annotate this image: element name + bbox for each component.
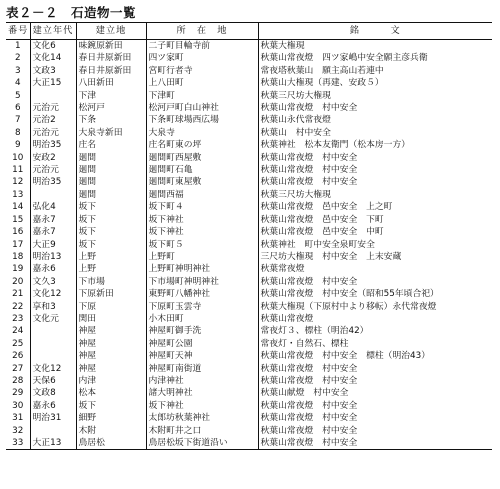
cell-inscription: 秋葉山常夜燈 四ツ家嶋中安全願主彦兵衛 [258, 52, 492, 64]
header-founding-place: 建立地 [76, 23, 146, 40]
cell-era: 元治2 [30, 114, 76, 126]
cell-location: 下条町球場西広場 [146, 114, 258, 126]
cell-era [30, 189, 76, 201]
table-row [6, 288, 492, 300]
cell-inscription: 常夜灯３、標柱（明治42） [258, 325, 492, 337]
cell-inscription: 秋葉山常夜燈 邑中安全 上之町 [258, 201, 492, 213]
cell-founding-place: 神屋 [76, 325, 146, 337]
table-row [6, 301, 492, 313]
cell-location: 上野町 [146, 251, 258, 263]
cell-era: 文化12 [30, 363, 76, 375]
table-row [6, 226, 492, 238]
table-row [6, 263, 492, 275]
cell-era: 嘉永6 [30, 400, 76, 412]
table-row [6, 437, 492, 450]
cell-number: 12 [12, 177, 24, 188]
cell-number: 13 [12, 189, 24, 200]
cell-era: 嘉永7 [30, 214, 76, 226]
table-row [6, 325, 492, 337]
cell-founding-place: 坂下 [76, 239, 146, 251]
cell-location: 坂下町５ [146, 239, 258, 251]
cell-number: 16 [12, 227, 24, 238]
cell-founding-place: 神屋 [76, 363, 146, 375]
cell-founding-place: 木附 [76, 425, 146, 437]
cell-number: 20 [12, 276, 24, 287]
cell-number: 30 [12, 400, 24, 411]
cell-inscription: 秋葉山常夜燈 村中安全 [258, 164, 492, 176]
cell-inscription: 秋葉山常夜燈 村中安全 [258, 152, 492, 164]
cell-inscription: 秋葉山常夜燈 村中安全 [258, 375, 492, 387]
cell-number: 6 [14, 103, 21, 114]
cell-location: 内津神社 [146, 375, 258, 387]
table-row [6, 189, 492, 201]
cell-number: 27 [12, 363, 24, 374]
cell-number: 15 [12, 214, 24, 225]
cell-era: 弘化4 [30, 201, 76, 213]
table-row [6, 412, 492, 424]
table-row [6, 400, 492, 412]
cell-location: 松河戸町白山神社 [146, 102, 258, 114]
cell-number: 17 [12, 239, 24, 250]
cell-inscription: 秋葉山常夜燈 村中安全 [258, 176, 492, 188]
header-era: 建立年代 [30, 23, 76, 40]
cell-founding-place: 坂下 [76, 201, 146, 213]
table-row [6, 201, 492, 213]
cell-founding-place: 坂下 [76, 400, 146, 412]
cell-founding-place: 松河戸 [76, 102, 146, 114]
cell-era: 明治31 [30, 412, 76, 424]
cell-number: 5 [14, 90, 21, 101]
cell-inscription: 秋葉山常夜燈 村中安全 [258, 412, 492, 424]
cell-number: 19 [12, 264, 24, 275]
cell-location: 神屋町南街道 [146, 363, 258, 375]
cell-era: 元治元 [30, 164, 76, 176]
cell-era: 文政8 [30, 387, 76, 399]
cell-founding-place: 庄名 [76, 139, 146, 151]
header-inscription: 銘 文 [258, 23, 492, 40]
cell-inscription: 秋葉山常夜燈 村中安全 [258, 437, 492, 450]
cell-founding-place: 大泉寺新田 [76, 127, 146, 139]
cell-location: 庄名町東の坪 [146, 139, 258, 151]
cell-era: 天保6 [30, 375, 76, 387]
cell-location: 四ツ家町 [146, 52, 258, 64]
cell-founding-place: 八田新田 [76, 77, 146, 89]
cell-founding-place: 関田 [76, 313, 146, 325]
cell-location: 大泉寺 [146, 127, 258, 139]
table-header-row [6, 23, 492, 40]
cell-founding-place: 廻間 [76, 176, 146, 188]
cell-location: 廻間町石亀 [146, 164, 258, 176]
cell-location: 坂下神社 [146, 226, 258, 238]
cell-location: 木附町井之口 [146, 425, 258, 437]
cell-inscription: 秋葉山常夜燈 [258, 313, 492, 325]
cell-founding-place: 細野 [76, 412, 146, 424]
cell-era: 文政3 [30, 65, 76, 77]
cell-inscription: 秋葉三尺坊大権現 [258, 90, 492, 102]
cell-number: 23 [12, 313, 24, 324]
cell-era [30, 338, 76, 350]
cell-location: 太郎坊秋葉神社 [146, 412, 258, 424]
cell-location: 東野町八幡神社 [146, 288, 258, 300]
table-row [6, 176, 492, 188]
cell-inscription: 秋葉常夜燈 [258, 263, 492, 275]
cell-founding-place: 神屋 [76, 338, 146, 350]
table-row [6, 338, 492, 350]
table-row [6, 65, 492, 77]
cell-era: 安政2 [30, 152, 76, 164]
table-row [6, 102, 492, 114]
cell-era: 大正9 [30, 239, 76, 251]
cell-location: 神屋町公園 [146, 338, 258, 350]
cell-era [30, 425, 76, 437]
cell-founding-place: 下条 [76, 114, 146, 126]
cell-inscription: 秋葉山常夜燈 邑中安全 下町 [258, 214, 492, 226]
cell-era: 嘉永7 [30, 226, 76, 238]
cell-number: 21 [12, 289, 24, 300]
cell-number: 3 [14, 65, 21, 76]
cell-founding-place: 下原 [76, 301, 146, 313]
cell-inscription: 秋葉山常夜燈 村中安全（昭和55年頃合祀） [258, 288, 492, 300]
cell-location: 下津町 [146, 90, 258, 102]
cell-founding-place: 春日井原新田 [76, 52, 146, 64]
cell-founding-place: 神屋 [76, 350, 146, 362]
table-row [6, 363, 492, 375]
cell-era: 享和3 [30, 301, 76, 313]
cell-location: 神屋町御手洗 [146, 325, 258, 337]
cell-location: 坂下神社 [146, 214, 258, 226]
cell-location: 小木田町 [146, 313, 258, 325]
cell-inscription: 常夜灯・自然石、標柱 [258, 338, 492, 350]
cell-inscription: 三尺坊大権現 村中安全 上末安蔵 [258, 251, 492, 263]
cell-founding-place: 坂下 [76, 214, 146, 226]
table-row [6, 350, 492, 362]
cell-inscription: 秋葉三尺坊大権現 [258, 189, 492, 201]
cell-number: 18 [12, 251, 24, 262]
cell-location: 坂下町４ [146, 201, 258, 213]
cell-location: 廻間町東屋敷 [146, 176, 258, 188]
cell-era: 文化14 [30, 52, 76, 64]
cell-founding-place: 廻間 [76, 164, 146, 176]
cell-inscription: 秋葉山常夜燈 村中安全 [258, 102, 492, 114]
cell-number: 9 [14, 140, 21, 151]
cell-founding-place: 鳥居松 [76, 437, 146, 450]
cell-era: 明治35 [30, 176, 76, 188]
table-row [6, 139, 492, 151]
cell-number: 7 [14, 115, 21, 126]
table-row [6, 251, 492, 263]
cell-inscription: 秋葉山常夜燈 村中安全 [258, 400, 492, 412]
cell-era: 嘉永6 [30, 263, 76, 275]
cell-number: 10 [12, 152, 24, 163]
cell-number: 8 [14, 127, 21, 138]
cell-location: 宮町行者寺 [146, 65, 258, 77]
cell-number: 1 [14, 41, 21, 51]
cell-number: 29 [12, 388, 24, 399]
table-row [6, 425, 492, 437]
cell-inscription: 秋葉山大権現（再建、安政５） [258, 77, 492, 89]
cell-location: 下原町玉雲寺 [146, 301, 258, 313]
cell-founding-place: 廻間 [76, 189, 146, 201]
cell-inscription: 秋葉山常夜燈 邑中安全 中町 [258, 226, 492, 238]
cell-founding-place: 上野 [76, 251, 146, 263]
header-location: 所 在 地 [146, 23, 258, 40]
cell-number: 26 [12, 351, 24, 362]
cell-founding-place: 坂下 [76, 226, 146, 238]
table-row [6, 239, 492, 251]
cell-founding-place: 下市場 [76, 276, 146, 288]
cell-location: 上八田町 [146, 77, 258, 89]
cell-inscription: 秋葉神社 松本友衛門（松本房一方） [258, 139, 492, 151]
cell-era: 文化6 [30, 40, 76, 53]
cell-founding-place: 上野 [76, 263, 146, 275]
cell-location: 神屋町天神 [146, 350, 258, 362]
table-row [6, 127, 492, 139]
cell-number: 22 [12, 301, 24, 312]
table-row [6, 164, 492, 176]
cell-era [30, 350, 76, 362]
cell-founding-place: 廻間 [76, 152, 146, 164]
cell-number: 28 [12, 375, 24, 386]
table-body [6, 40, 492, 450]
cell-inscription: 秋葉山献燈 村中安全 [258, 387, 492, 399]
cell-location: 諸大明神社 [146, 387, 258, 399]
cell-inscription: 秋葉山 村中安全 [258, 127, 492, 139]
cell-number: 24 [12, 326, 24, 337]
cell-era: 文久3 [30, 276, 76, 288]
cell-location: 下市場町神明神社 [146, 276, 258, 288]
cell-founding-place: 下津 [76, 90, 146, 102]
cell-inscription: 秋葉山常夜燈 村中安全 [258, 425, 492, 437]
cell-era [30, 325, 76, 337]
cell-era: 文化12 [30, 288, 76, 300]
cell-number: 11 [12, 165, 24, 176]
table-row [6, 214, 492, 226]
table-row [6, 40, 492, 53]
table-row [6, 77, 492, 89]
cell-founding-place: 内津 [76, 375, 146, 387]
cell-inscription: 秋葉山永代常夜燈 [258, 114, 492, 126]
cell-number: 25 [12, 338, 24, 349]
table-row [6, 276, 492, 288]
cell-inscription: 秋葉大権現（下原村中より移転）永代常夜燈 [258, 301, 492, 313]
cell-era: 元治元 [30, 102, 76, 114]
cell-number: 32 [12, 425, 24, 436]
cell-location: 二子町目輪寺前 [146, 40, 258, 53]
cell-founding-place: 春日井原新田 [76, 65, 146, 77]
cell-location: 鳥居松坂下街道沿い [146, 437, 258, 450]
cell-era: 大正13 [30, 437, 76, 450]
table-row [6, 90, 492, 102]
cell-era [30, 90, 76, 102]
table-row [6, 152, 492, 164]
cell-inscription: 秋葉山常夜燈 村中安全 標柱（明治43） [258, 350, 492, 362]
cell-number: 4 [14, 78, 21, 89]
cell-founding-place: 味鋺原新田 [76, 40, 146, 53]
table-row [6, 114, 492, 126]
cell-inscription: 秋葉山常夜燈 村中安全 [258, 276, 492, 288]
table-row [6, 313, 492, 325]
cell-inscription: 常夜塔秋葉山 願主高山若連中 [258, 65, 492, 77]
stone-monument-table [6, 22, 492, 450]
cell-location: 上野町神明神社 [146, 263, 258, 275]
cell-location: 廻間町西屋敷 [146, 152, 258, 164]
cell-inscription: 秋葉大権現 [258, 40, 492, 53]
cell-number: 2 [14, 53, 21, 64]
table-row [6, 375, 492, 387]
cell-number: 33 [6, 437, 30, 450]
table-row [6, 387, 492, 399]
cell-era: 文化元 [30, 313, 76, 325]
cell-inscription: 秋葉山常夜燈 村中安全 [258, 363, 492, 375]
cell-era: 明治13 [30, 251, 76, 263]
cell-era: 明治35 [30, 139, 76, 151]
cell-era: 元治元 [30, 127, 76, 139]
cell-founding-place: 下原新田 [76, 288, 146, 300]
cell-number: 31 [12, 413, 24, 424]
cell-number: 14 [12, 202, 24, 213]
header-number: 番号 [6, 23, 30, 40]
table-title: 表２－２ 石造物一覧 [6, 5, 137, 20]
cell-location: 廻間西福 [146, 189, 258, 201]
cell-location: 坂下神社 [146, 400, 258, 412]
cell-inscription: 秋葉神社 町中安全泉町安全 [258, 239, 492, 251]
cell-era: 大正15 [30, 77, 76, 89]
cell-founding-place: 松本 [76, 387, 146, 399]
table-row [6, 52, 492, 64]
